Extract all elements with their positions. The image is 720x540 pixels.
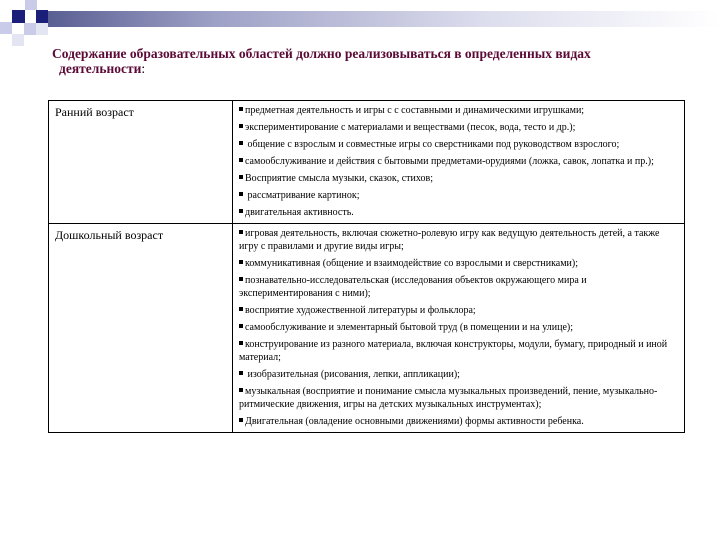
square-bullet-icon <box>239 324 243 328</box>
activities-cell <box>233 224 685 433</box>
activity-text: Восприятие смысла музыки, сказок, стихов; <box>245 173 433 184</box>
age-group-cell: Ранний возраст <box>49 101 233 224</box>
activity-text: Двигательная (овладение основными движениями) формы активности ребенка. <box>245 416 584 427</box>
activity-text: коммуникативная (общение и взаимодействие со взрослыми и сверстниками); <box>245 258 579 269</box>
square-bullet-icon <box>239 277 243 281</box>
activity-item <box>239 304 679 317</box>
activity-item <box>239 227 679 253</box>
square-bullet-icon <box>239 230 243 234</box>
square-bullet-icon <box>239 341 243 345</box>
slide-title-suffix: : <box>141 61 146 76</box>
activity-text: познавательно-исследовательская (исследования объектов окружающего мира и экспериментирования с ними); <box>239 275 587 299</box>
activity-text: самообслуживание и действия с бытовыми предметами-орудиями (ложка, савок, лопатка и пр.); <box>245 156 654 167</box>
square-bullet-icon <box>239 124 243 128</box>
activity-text: рассматривание картинок; <box>245 190 360 201</box>
age-group-cell: Дошкольный возраст <box>49 224 233 433</box>
activity-text: игровая деятельность, включая сюжетно-ролевую игру как ведущую деятельность детей, а также игру с правилами и другие виды игры; <box>239 228 660 252</box>
decor-square-lavender-1 <box>25 0 37 10</box>
table-row <box>49 224 685 433</box>
activity-item <box>239 338 679 364</box>
slide-title-line1: Содержание образовательных областей должно реализовываться в определенных видах <box>52 46 591 61</box>
square-bullet-icon <box>239 260 243 264</box>
activity-item <box>239 368 679 381</box>
decor-square-navy-1 <box>12 10 25 23</box>
activity-text: восприятие художественной литературы и фольклора; <box>245 305 476 316</box>
square-bullet-icon <box>239 209 243 213</box>
square-bullet-icon <box>239 175 243 179</box>
activity-item <box>239 104 679 117</box>
activity-text: конструирование из разного материала, включая конструкторы, модули, бумагу, природный и иной материал; <box>239 339 668 363</box>
activity-item <box>239 274 679 300</box>
decor-square-lavender-3 <box>24 23 36 35</box>
activity-item <box>239 189 679 202</box>
activity-text: музыкальная (восприятие и понимание смысла музыкальных произведений, пение, музыкально-ритмические движения, игры на детских музыкальных инструментах); <box>239 386 658 410</box>
activity-item <box>239 257 679 270</box>
square-bullet-icon <box>239 418 243 422</box>
table-row <box>49 101 685 224</box>
decor-square-lavender-2 <box>0 22 12 34</box>
activity-text: предметная деятельность и игры с с составными и динамическими игрушками; <box>245 105 585 116</box>
activity-item <box>239 121 679 134</box>
activity-text: общение с взрослым и совместные игры со сверстниками под руководством взрослого; <box>245 139 620 150</box>
square-bullet-icon <box>239 141 243 145</box>
slide-title-line2: деятельности <box>59 61 142 76</box>
slide-title-line2-wrap <box>52 61 692 76</box>
slide-title <box>52 46 692 76</box>
decor-square-pale-2 <box>12 34 24 46</box>
activity-text: двигательная активность. <box>245 207 354 218</box>
activities-table <box>48 100 685 433</box>
activity-item <box>239 155 679 168</box>
header-gradient-bar <box>48 11 720 27</box>
activities-cell <box>233 101 685 224</box>
activity-text: изобразительная (рисования, лепки, аппликации); <box>245 369 460 380</box>
decor-square-pale-1 <box>36 23 48 35</box>
activity-item <box>239 415 679 428</box>
activity-text: экспериментирование с материалами и веществами (песок, вода, тесто и др.); <box>245 122 576 133</box>
activity-text: самообслуживание и элементарный бытовой труд (в помещении и на улице); <box>245 322 573 333</box>
activity-item <box>239 206 679 219</box>
activity-item <box>239 138 679 151</box>
square-bullet-icon <box>239 158 243 162</box>
square-bullet-icon <box>239 388 243 392</box>
activity-item <box>239 385 679 411</box>
square-bullet-icon <box>239 107 243 111</box>
square-bullet-icon <box>239 307 243 311</box>
square-bullet-icon <box>239 192 243 196</box>
activity-item <box>239 172 679 185</box>
decor-square-navy-2 <box>36 10 48 23</box>
square-bullet-icon <box>239 371 243 375</box>
activity-item <box>239 321 679 334</box>
